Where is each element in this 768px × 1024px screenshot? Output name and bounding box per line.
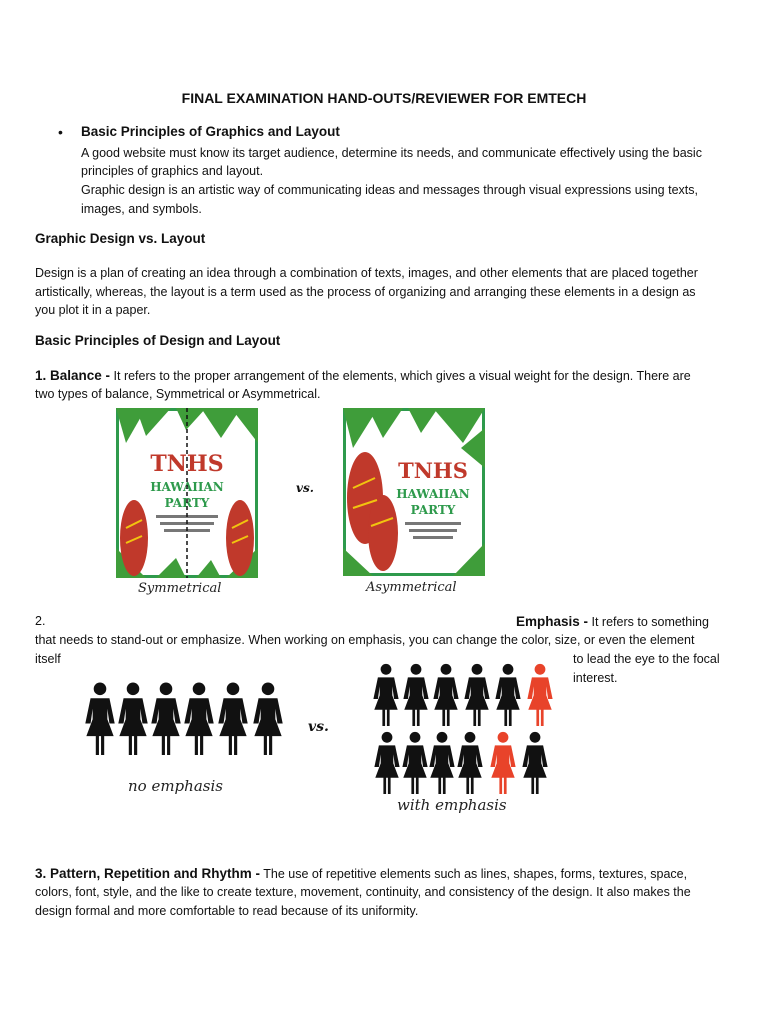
poster-title: TNHS (398, 458, 468, 483)
caption-asymmetrical: Asymmetrical (366, 580, 457, 595)
poster-subtitle: PARTY (410, 503, 456, 517)
paragraph-line: you plot it in a paper. (35, 303, 151, 317)
person-icon (429, 732, 454, 794)
pattern-text: The use of repetitive elements such as lines, shapes, forms, textures, space, (260, 867, 688, 881)
section-heading-graphics-layout: Basic Principles of Graphics and Layout (81, 124, 340, 139)
caption-symmetrical: Symmetrical (138, 581, 222, 596)
paragraph-line: artistically, whereas, the layout is a term used as the process of organizing and arranging these elements in a design as (35, 285, 696, 299)
person-icon (403, 664, 428, 726)
person-icon (218, 683, 247, 755)
person-icon (253, 683, 282, 755)
person-icon (184, 683, 213, 755)
person-icon (402, 732, 427, 794)
person-icon (373, 664, 398, 726)
person-icon (151, 683, 180, 755)
paragraph-line: A good website must know its target audience, determine its needs, and communicate effectively using the basic (81, 146, 702, 160)
section-heading-principles: Basic Principles of Design and Layout (35, 333, 281, 348)
poster-subtitle: PARTY (164, 496, 210, 510)
paragraph-line: colors, font, style, and the like to create texture, movement, continuity, and consistency of the design. It also makes the (35, 885, 691, 899)
bullet-glyph: • (58, 124, 63, 140)
emphasized-person-icon (490, 732, 515, 794)
paragraph-line: images, and symbols. (81, 202, 202, 216)
emphasis-text: It refers to something (588, 615, 709, 629)
paragraph-line: Graphic design is an artistic way of communicating ideas and messages through visual expressions using texts, (81, 183, 698, 197)
vs-label: vs. (308, 719, 329, 735)
paragraph-line: two types of balance, Symmetrical or Asymmetrical. (35, 387, 321, 401)
person-icon (464, 664, 489, 726)
paragraph-line: that needs to stand-out or emphasize. When working on emphasis, you can change the color, size, or even the element (35, 633, 695, 647)
person-icon (433, 664, 458, 726)
emphasis-number: 2. (35, 614, 46, 628)
emphasis-label: Emphasis - (516, 614, 589, 629)
caption-no-emphasis: no emphasis (128, 777, 223, 795)
caption-with-emphasis: with emphasis (397, 796, 507, 814)
balance-label: 1. Balance - (35, 368, 111, 383)
paragraph-line: Design is a plan of creating an idea through a combination of texts, images, and other elements that are placed together (35, 266, 698, 280)
vs-label: vs. (296, 481, 314, 495)
person-icon (118, 683, 147, 755)
person-icon (522, 732, 547, 794)
person-icon (495, 664, 520, 726)
pattern-paragraph-line (35, 864, 687, 884)
person-icon (374, 732, 399, 794)
emphasized-person-icon (527, 664, 552, 726)
person-icon (85, 683, 114, 755)
paragraph-line: design formal and more comfortable to read because of its uniformity. (35, 904, 419, 918)
paragraph-line: to lead the eye to the focal (573, 652, 720, 666)
balance-text: It refers to the proper arrangement of the elements, which gives a visual weight for the design. There are (110, 369, 691, 383)
person-icon (457, 732, 482, 794)
pattern-label: 3. Pattern, Repetition and Rhythm - (35, 866, 261, 881)
paragraph-line: interest. (573, 671, 618, 685)
section-heading-design-vs-layout: Graphic Design vs. Layout (35, 231, 206, 246)
poster-subtitle: HAWAIIAN (396, 487, 470, 501)
document-title: FINAL EXAMINATION HAND-OUTS/REVIEWER FOR EMTECH (181, 90, 587, 106)
paragraph-line: itself (35, 652, 61, 666)
poster-subtitle: HAWAIIAN (150, 480, 224, 494)
poster-title: TNHS (150, 451, 224, 477)
paragraph-line: principles of graphics and layout. (81, 164, 264, 178)
